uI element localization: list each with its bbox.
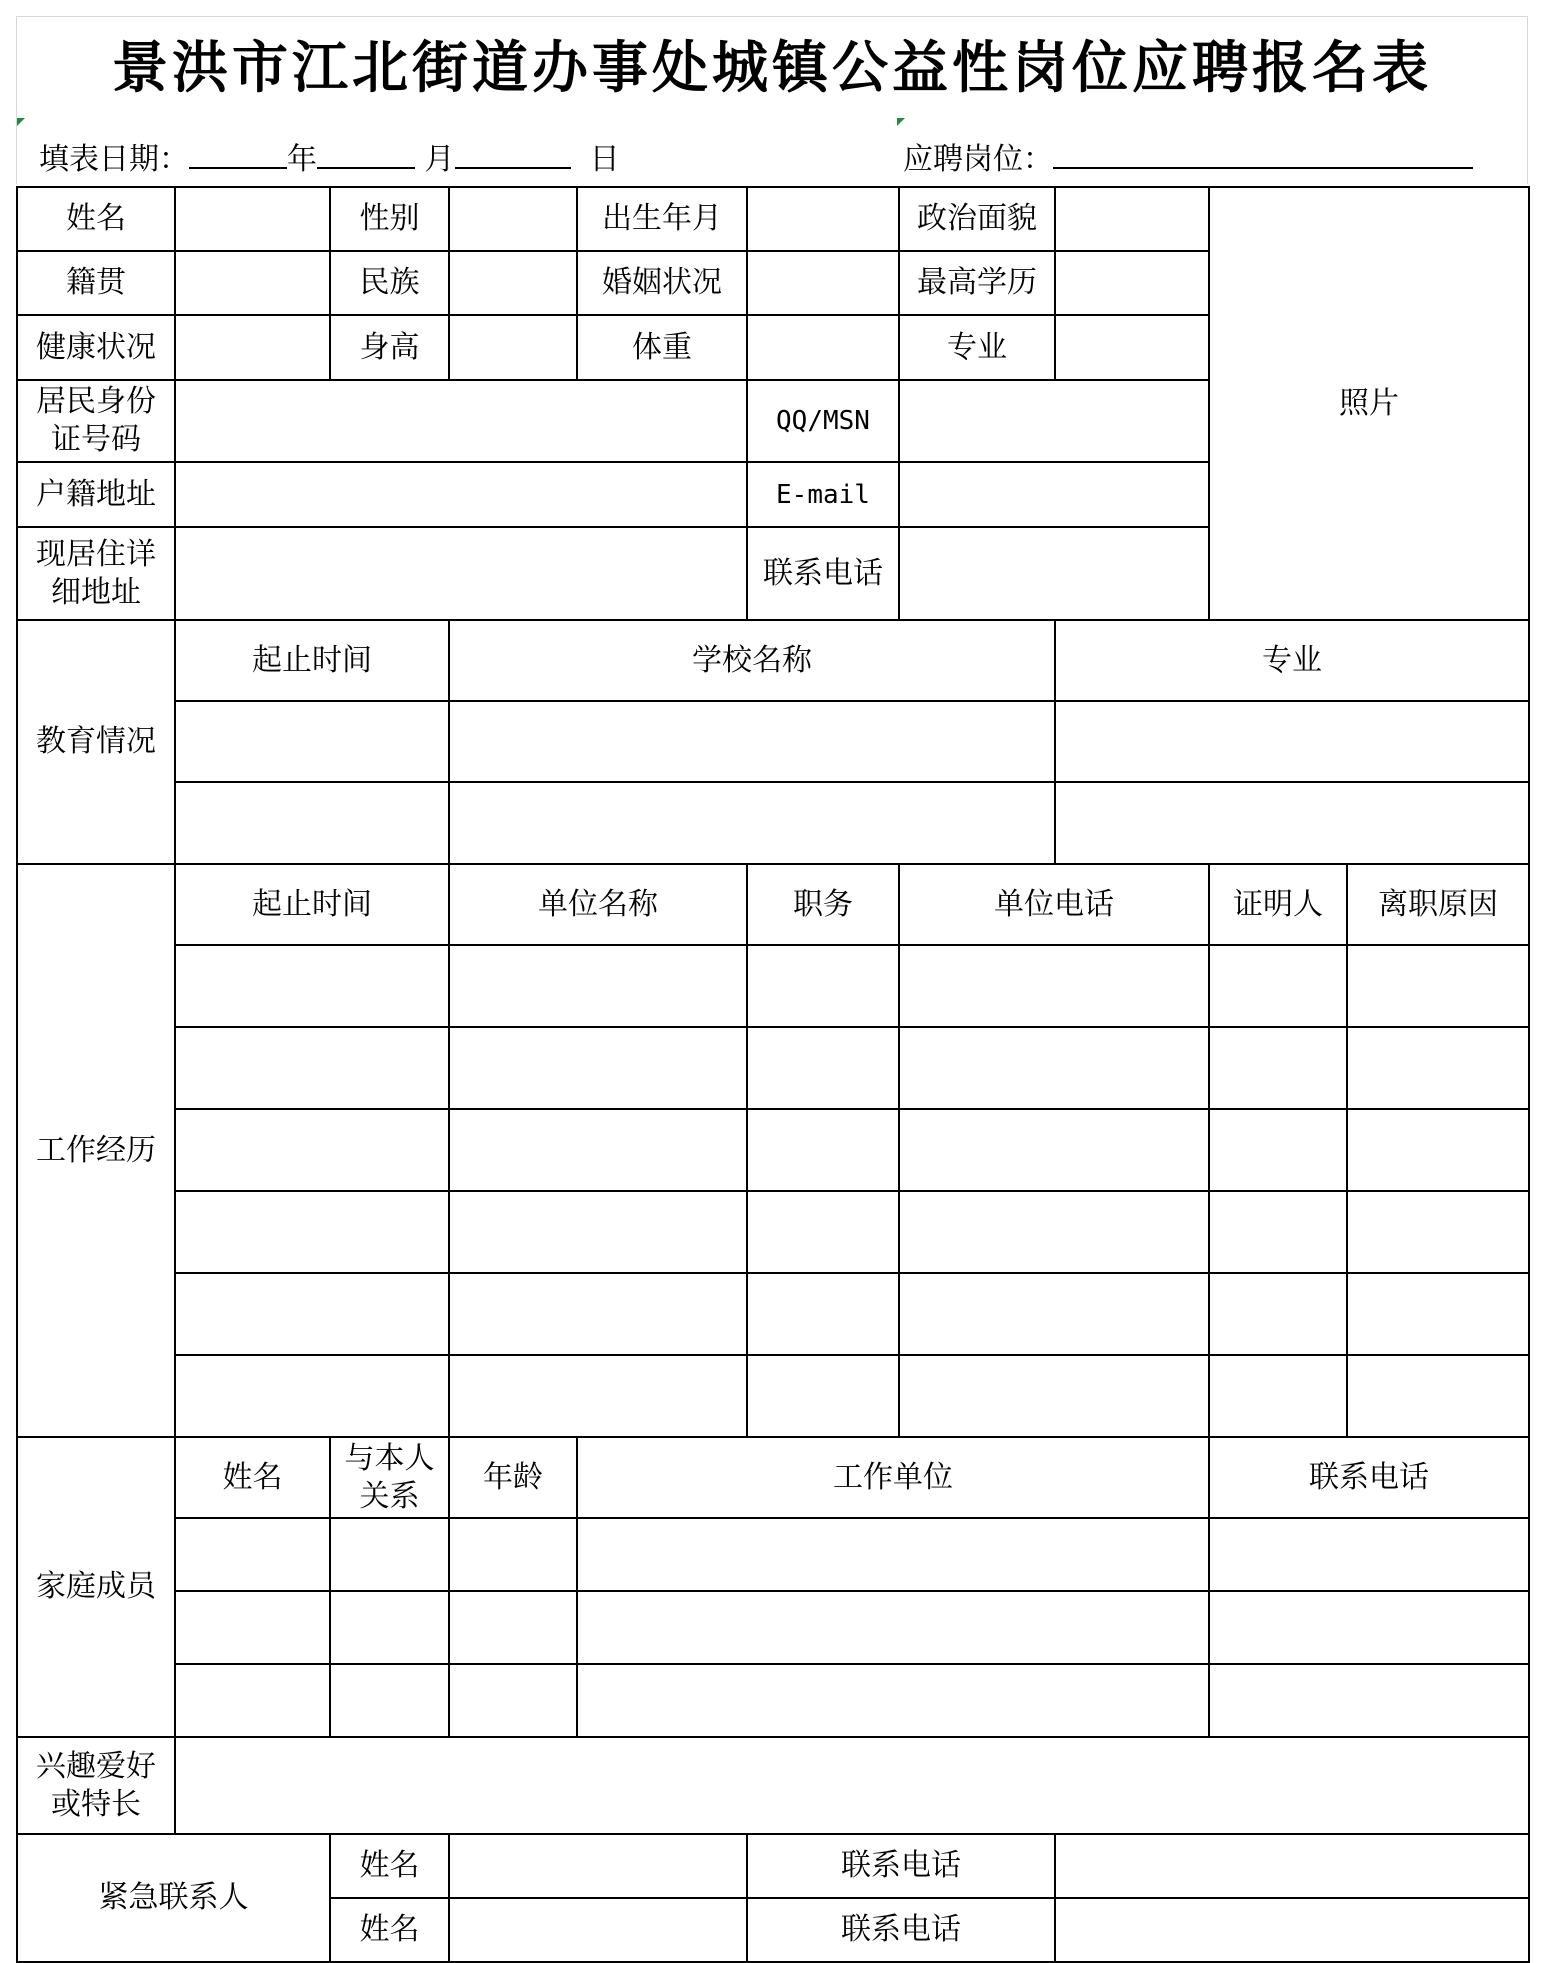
work-row [17,1191,1529,1273]
work-period-field[interactable] [175,1027,449,1109]
ethnicity-field[interactable] [449,251,577,315]
education-col-period: 起止时间 [175,620,449,701]
work-title-field[interactable] [747,1273,899,1355]
position-blank[interactable] [1053,139,1473,169]
native-place-label: 籍贯 [17,251,175,315]
qq-msn-field[interactable] [899,380,1209,462]
work-phone-field[interactable] [899,1027,1209,1109]
political-label: 政治面貌 [899,187,1055,251]
work-col-company: 单位名称 [449,864,747,945]
birth-label: 出生年月 [577,187,747,251]
current-address-field[interactable] [175,527,747,620]
education-school-field[interactable] [449,782,1055,864]
work-period-field[interactable] [175,1109,449,1191]
family-name-field[interactable] [175,1664,330,1737]
position-row [903,134,1473,178]
family-col-relation: 与本人关系 [330,1437,449,1518]
work-title-field[interactable] [747,1355,899,1437]
family-relation-field[interactable] [330,1591,449,1664]
fill-date-label: 填表日期： [39,142,189,177]
family-header-row [17,1437,1529,1518]
year-label: 年 [287,142,317,177]
political-field[interactable] [1055,187,1209,251]
id-number-label: 居民身份证号码 [17,380,175,462]
work-phone-field[interactable] [899,1355,1209,1437]
emergency-phone-field[interactable] [1055,1898,1529,1962]
work-row [17,1273,1529,1355]
photo-box[interactable] [1209,187,1529,620]
work-reference-field[interactable] [1209,945,1347,1027]
work-period-field[interactable] [175,1273,449,1355]
emergency-phone-label: 联系电话 [747,1898,1055,1962]
family-row [17,1591,1529,1664]
education-major-field[interactable] [1055,701,1529,782]
emergency-phone-label: 联系电话 [747,1834,1055,1898]
native-place-field[interactable] [175,251,330,315]
work-company-field[interactable] [449,1273,747,1355]
work-reference-field[interactable] [1209,1191,1347,1273]
work-title-field[interactable] [747,1109,899,1191]
form-subheader [16,118,1528,184]
major-label: 专业 [899,315,1055,380]
year-blank[interactable] [189,139,287,169]
family-age-field[interactable] [449,1518,577,1591]
cell-marker-icon [17,118,25,126]
work-col-period: 起止时间 [175,864,449,945]
basic-row-1 [17,187,1529,251]
family-relation-field[interactable] [330,1664,449,1737]
day-blank[interactable] [455,139,571,169]
emergency-phone-field[interactable] [1055,1834,1529,1898]
emergency-name-field[interactable] [449,1834,747,1898]
emergency-row [17,1834,1529,1898]
month-label: 月 [424,142,455,177]
work-col-leave-reason: 离职原因 [1347,864,1529,945]
education-section-label: 教育情况 [17,620,175,864]
education-col-major: 专业 [1055,620,1529,701]
family-phone-field[interactable] [1209,1591,1529,1664]
education-col-school: 学校名称 [449,620,1055,701]
family-row [17,1664,1529,1737]
work-col-reference: 证明人 [1209,864,1347,945]
family-employer-field[interactable] [577,1664,1209,1737]
family-name-field[interactable] [175,1518,330,1591]
work-company-field[interactable] [449,1109,747,1191]
education-level-label: 最高学历 [899,251,1055,315]
gender-label: 性别 [330,187,449,251]
family-age-field[interactable] [449,1664,577,1737]
work-reason-field[interactable] [1347,1355,1529,1437]
work-reason-field[interactable] [1347,945,1529,1027]
family-row [17,1518,1529,1591]
family-col-age: 年龄 [449,1437,577,1518]
emergency-section-label: 紧急联系人 [17,1834,330,1962]
hobbies-label: 兴趣爱好或特长 [17,1737,175,1834]
education-period-field[interactable] [175,782,449,864]
education-level-field[interactable] [1055,251,1209,315]
health-label: 健康状况 [17,315,175,380]
household-address-field[interactable] [175,462,747,527]
work-company-field[interactable] [449,945,747,1027]
email-field[interactable] [899,462,1209,527]
position-label: 应聘岗位： [903,142,1053,177]
family-employer-field[interactable] [577,1591,1209,1664]
work-header-row [17,864,1529,945]
work-reason-field[interactable] [1347,1191,1529,1273]
hobbies-field[interactable] [175,1737,1529,1834]
fill-date-row [39,134,620,178]
work-reference-field[interactable] [1209,1109,1347,1191]
marital-label: 婚姻状况 [577,251,747,315]
work-phone-field[interactable] [899,1109,1209,1191]
emergency-name-label: 姓名 [330,1898,449,1962]
family-name-field[interactable] [175,1591,330,1664]
work-title-field[interactable] [747,1191,899,1273]
photo-label: 照片 [1339,385,1399,421]
health-field[interactable] [175,315,330,380]
education-row [17,701,1529,782]
education-school-field[interactable] [449,701,1055,782]
family-employer-field[interactable] [577,1518,1209,1591]
work-period-field[interactable] [175,1355,449,1437]
work-company-field[interactable] [449,1191,747,1273]
emergency-name-field[interactable] [449,1898,747,1962]
hobbies-row [17,1737,1529,1834]
education-header-row [17,620,1529,701]
birth-field[interactable] [747,187,899,251]
family-section-label: 家庭成员 [17,1437,175,1737]
phone-field[interactable] [899,527,1209,620]
work-company-field[interactable] [449,1355,747,1437]
work-phone-field[interactable] [899,945,1209,1027]
work-reason-field[interactable] [1347,1273,1529,1355]
work-row [17,945,1529,1027]
education-period-field[interactable] [175,701,449,782]
household-address-label: 户籍地址 [17,462,175,527]
weight-label: 体重 [577,315,747,380]
gender-field[interactable] [449,187,577,251]
name-field[interactable] [175,187,330,251]
id-number-field[interactable] [175,380,747,462]
work-period-field[interactable] [175,945,449,1027]
work-col-title: 职务 [747,864,899,945]
phone-label: 联系电话 [747,527,899,620]
qq-msn-label: QQ/MSN [747,380,899,462]
family-relation-field[interactable] [330,1518,449,1591]
ethnicity-label: 民族 [330,251,449,315]
education-major-field[interactable] [1055,782,1529,864]
work-reference-field[interactable] [1209,1273,1347,1355]
form-title: 景洪市江北街道办事处城镇公益性岗位应聘报名表 [16,16,1528,118]
current-address-label: 现居住详细地址 [17,527,175,620]
month-blank[interactable] [317,139,415,169]
name-label: 姓名 [17,187,175,251]
family-age-field[interactable] [449,1591,577,1664]
work-period-field[interactable] [175,1191,449,1273]
family-col-phone: 联系电话 [1209,1437,1529,1518]
work-reason-field[interactable] [1347,1109,1529,1191]
emergency-name-label: 姓名 [330,1834,449,1898]
major-field[interactable] [1055,315,1209,380]
weight-field[interactable] [747,315,899,380]
education-row [17,782,1529,864]
family-phone-field[interactable] [1209,1518,1529,1591]
work-row [17,1355,1529,1437]
work-phone-field[interactable] [899,1273,1209,1355]
work-section-label: 工作经历 [17,864,175,1437]
application-form-table [16,186,1530,1963]
height-field[interactable] [449,315,577,380]
work-reason-field[interactable] [1347,1027,1529,1109]
family-col-employer: 工作单位 [577,1437,1209,1518]
cell-marker-icon [897,118,905,126]
work-col-company-phone: 单位电话 [899,864,1209,945]
work-title-field[interactable] [747,1027,899,1109]
email-label: E-mail [747,462,899,527]
work-row [17,1027,1529,1109]
work-title-field[interactable] [747,945,899,1027]
family-phone-field[interactable] [1209,1664,1529,1737]
work-reference-field[interactable] [1209,1355,1347,1437]
family-col-name: 姓名 [175,1437,330,1518]
day-label: 日 [589,142,620,177]
work-company-field[interactable] [449,1027,747,1109]
work-reference-field[interactable] [1209,1027,1347,1109]
marital-field[interactable] [747,251,899,315]
work-phone-field[interactable] [899,1191,1209,1273]
work-row [17,1109,1529,1191]
height-label: 身高 [330,315,449,380]
